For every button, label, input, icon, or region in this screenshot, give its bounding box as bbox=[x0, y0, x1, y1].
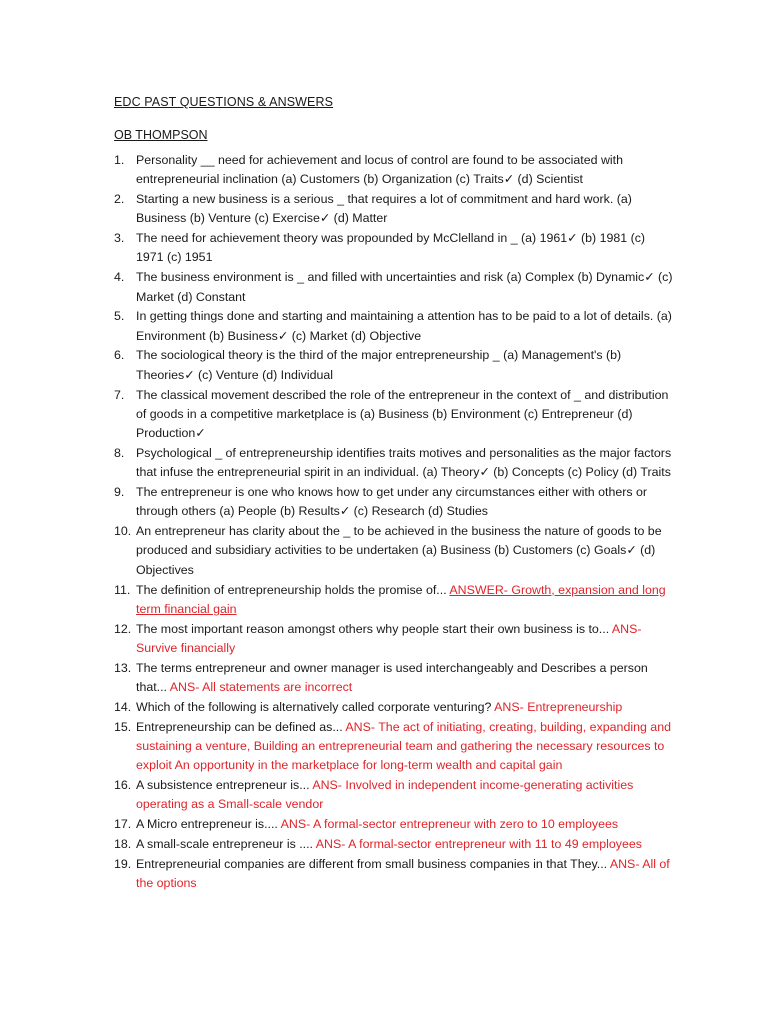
question-number: 13. bbox=[114, 660, 132, 675]
question-text: The business environment is _ and filled with uncertainties and risk (a) Complex (b) Dynamic✓ (c) Market (d) Constant bbox=[136, 270, 673, 304]
question-item bbox=[114, 855, 674, 894]
answer-text: ANS- The act of initiating, creating, building, expanding and sustaining a venture, Building an entrepreneurial team and gathering the necessary resources to exploit An opportunity in the marketplace for long-term wealth and capital gain bbox=[136, 719, 671, 773]
question-text: A small-scale entrepreneur is .... bbox=[136, 836, 316, 851]
question-text: The sociological theory is the third of the major entrepreneurship _ (a) Management's (b) Theories✓ (c) Venture (d) Individual bbox=[136, 348, 622, 382]
question-item bbox=[114, 444, 674, 483]
question-number: 11. bbox=[114, 582, 131, 597]
question-text: The classical movement described the role of the entrepreneur in the context of _ and distribution of goods in a competitive marketplace is (a) Business (b) Environment (c) Entrepreneur (d) Production✓ bbox=[136, 387, 669, 441]
question-item bbox=[114, 776, 674, 815]
question-text: An entrepreneur has clarity about the _ to be achieved in the business the nature of goods to be produced and subsidiary activities to be undertaken (a) Business (b) Customers (c) Goals✓ (d) Objectives bbox=[136, 524, 662, 577]
document-title: EDC PAST QUESTIONS & ANSWERS bbox=[114, 95, 334, 109]
question-item bbox=[114, 718, 674, 776]
question-number: 17. bbox=[114, 817, 132, 832]
question-number: 8. bbox=[114, 445, 125, 460]
question-item bbox=[114, 346, 674, 385]
answer-text: ANS- A formal-sector entrepreneur with 11 to 49 employees bbox=[315, 836, 642, 851]
question-text: Starting a new business is a serious _ that requires a lot of commitment and hard work. (a) Business (b) Venture (c) Exercise✓ (d) Matter bbox=[136, 192, 632, 226]
question-text: In getting things done and starting and maintaining a attention has to be paid to a lot of details. (a) Environment (b) Business✓ (c) Market (d) Objective bbox=[136, 309, 672, 343]
question-item bbox=[114, 835, 674, 854]
question-text: Psychological _ of entrepreneurship identifies traits motives and personalities as the major factors that infuse the entrepreneurial spirit in an individual. (a) Theory✓ (b) Concepts (c) Policy (d) Traits bbox=[136, 445, 672, 480]
question-text: Which of the following is alternatively called corporate venturing? bbox=[136, 699, 495, 714]
question-number: 19. bbox=[114, 856, 132, 871]
question-number: 12. bbox=[114, 621, 132, 636]
question-item bbox=[114, 620, 674, 659]
question-number: 15. bbox=[114, 719, 132, 734]
question-number: 4. bbox=[114, 270, 125, 285]
question-item bbox=[114, 659, 674, 698]
question-item bbox=[114, 268, 674, 307]
question-item bbox=[114, 815, 674, 834]
question-list bbox=[114, 151, 674, 894]
question-number: 10. bbox=[114, 524, 132, 539]
question-number: 14. bbox=[114, 699, 132, 714]
question-text: A Micro entrepreneur is.... bbox=[136, 817, 281, 832]
question-number: 6. bbox=[114, 348, 125, 363]
question-text: The terms entrepreneur and owner manager is used interchangeably and Describes a person that... bbox=[136, 660, 648, 695]
question-item bbox=[114, 483, 674, 522]
question-number: 7. bbox=[114, 387, 125, 402]
question-item bbox=[114, 229, 674, 268]
question-text: The entrepreneur is one who knows how to get under any circumstances either with others or through others (a) People (b) Results✓ (c) Research (d) Studies bbox=[136, 485, 648, 519]
question-text: The need for achievement theory was propounded by McClelland in _ (a) 1961✓ (b) 1981 (c) 1971 (c) 1951 bbox=[136, 231, 646, 265]
question-item bbox=[114, 190, 674, 229]
question-item bbox=[114, 698, 674, 717]
answer-text: ANS- Involved in independent income-generating activities operating as a Small-scale vendor bbox=[136, 778, 634, 812]
question-text: A subsistence entrepreneur is... bbox=[136, 778, 313, 792]
question-item bbox=[114, 522, 674, 580]
answer-text: ANS- All of the options bbox=[136, 856, 670, 890]
question-number: 18. bbox=[114, 836, 132, 851]
answer-text: ANS- All statements are incorrect bbox=[169, 680, 353, 695]
question-number: 5. bbox=[114, 309, 125, 324]
question-number: 3. bbox=[114, 231, 125, 246]
question-text: Personality __ need for achievement and locus of control are found to be associated with entrepreneurial inclination (a) Customers (b) Organization (c) Traits✓ (d) Scientist bbox=[136, 153, 623, 187]
answer-text: ANSWER- Growth, expansion and long term financial gain bbox=[136, 582, 666, 616]
answer-text: ANS- Entrepreneurship bbox=[494, 699, 623, 714]
answer-text: ANS- Survive financially bbox=[136, 621, 642, 655]
document-author: OB THOMPSON bbox=[114, 128, 208, 142]
question-item bbox=[114, 581, 674, 620]
question-text: The most important reason amongst others why people start their own business is to... bbox=[136, 621, 612, 636]
question-item bbox=[114, 307, 674, 346]
answer-text: ANS- A formal-sector entrepreneur with zero to 10 employees bbox=[280, 817, 619, 832]
question-item bbox=[114, 151, 674, 190]
question-number: 16. bbox=[114, 778, 132, 792]
question-text: Entrepreneurial companies are different from small business companies in that They... bbox=[136, 856, 610, 871]
question-text: Entrepreneurship can be defined as... bbox=[136, 719, 346, 734]
question-number: 2. bbox=[114, 192, 125, 207]
question-item bbox=[114, 386, 674, 444]
question-text: The definition of entrepreneurship holds the promise of... bbox=[136, 582, 450, 597]
question-number: 1. bbox=[114, 153, 125, 167]
question-number: 9. bbox=[114, 485, 125, 500]
